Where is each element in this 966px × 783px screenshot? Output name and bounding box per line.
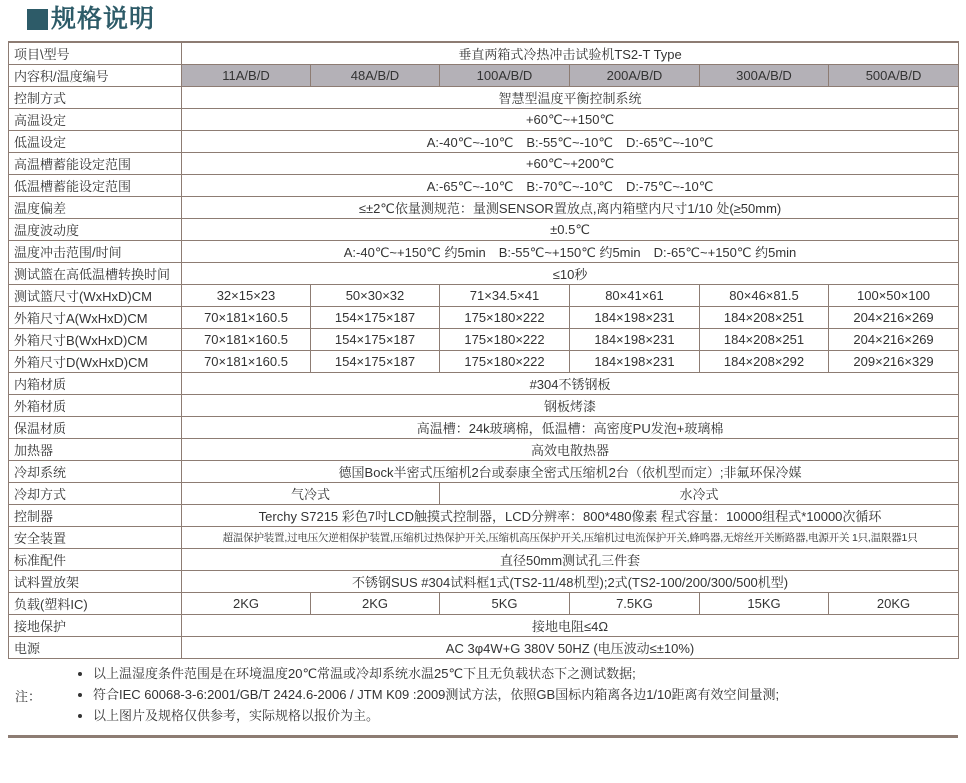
row-power-supply: [9, 637, 959, 659]
row-value: 智慧型温度平衡控制系统: [182, 87, 959, 109]
row-shock-range-time: [9, 241, 959, 263]
row-cell: 175×180×222: [440, 307, 570, 329]
row-cell: 175×180×222: [440, 351, 570, 373]
note-item: • 符合IEC 60068-3-6:2001/GB/T 2424.6-2006 / JTM K09 :2009测试方法，依照GB国标内箱离各边1/10距离有效空间量测;: [93, 685, 779, 706]
row-basket-size: [9, 285, 959, 307]
row-label: 温度波动度: [9, 219, 182, 241]
row-label: 高温槽蓄能设定范围: [9, 153, 182, 175]
row-value: ±0.5℃: [182, 219, 959, 241]
row-outer-size-d: [9, 351, 959, 373]
notes-section: [8, 659, 958, 738]
row-label: 控制器: [9, 505, 182, 527]
row-value: +60℃~+200℃: [182, 153, 959, 175]
row-label: 接地保护: [9, 615, 182, 637]
row-value: 钢板烤漆: [182, 395, 959, 417]
row-cell: 204×216×269: [829, 307, 959, 329]
row-value: 直径50mm测试孔三件套: [182, 549, 959, 571]
row-outer-size-a: [9, 307, 959, 329]
row-cell: 5KG: [440, 593, 570, 615]
row-high-temp-setting: [9, 109, 959, 131]
row-value: #304不锈钢板: [182, 373, 959, 395]
row-cell: 184×208×251: [700, 329, 829, 351]
section-header: [27, 7, 966, 32]
row-cell: 32×15×23: [182, 285, 311, 307]
row-cell: 209×216×329: [829, 351, 959, 373]
row-value: 高效电散热器: [182, 439, 959, 461]
spec-table: [8, 41, 959, 659]
row-cell: 200A/B/D: [570, 65, 700, 87]
row-cell: 154×175×187: [311, 329, 440, 351]
row-cell: 184×198×231: [570, 351, 700, 373]
row-value: A:-40℃~+150℃ 约5min B:-55℃~+150℃ 约5min D:-65℃~+150℃ 约5min: [182, 241, 959, 263]
row-basket-transfer-time: [9, 263, 959, 285]
row-cell: 184×198×231: [570, 329, 700, 351]
row-label: 测试篮尺寸(WxHxD)CM: [9, 285, 182, 307]
row-cell: 2KG: [182, 593, 311, 615]
row-label: 外箱材质: [9, 395, 182, 417]
row-label: 电源: [9, 637, 182, 659]
row-cell: 气冷式: [182, 483, 440, 505]
row-value: AC 3φ4W+G 380V 50HZ (电压波动≤±10%): [182, 637, 959, 659]
row-outer-material: [9, 395, 959, 417]
row-cell: 204×216×269: [829, 329, 959, 351]
row-label: 外箱尺寸A(WxHxD)CM: [9, 307, 182, 329]
row-label: 标准配件: [9, 549, 182, 571]
row-label: 试料置放架: [9, 571, 182, 593]
row-cell: 100A/B/D: [440, 65, 570, 87]
row-cell: 80×46×81.5: [700, 285, 829, 307]
row-high-tank-storage-range: [9, 153, 959, 175]
row-temp-fluctuation: [9, 219, 959, 241]
row-label: 保温材质: [9, 417, 182, 439]
row-low-tank-storage-range: [9, 175, 959, 197]
notes-list: [77, 664, 779, 726]
row-label: 项目\型号: [9, 42, 182, 65]
note-item: • 以上图片及规格仅供参考，实际规格以报价为主。: [93, 706, 779, 727]
row-control-mode: [9, 87, 959, 109]
row-value: 高温槽：24k玻璃棉，低温槽：高密度PU发泡+玻璃棉: [182, 417, 959, 439]
row-controller: [9, 505, 959, 527]
row-cell: 184×208×292: [700, 351, 829, 373]
row-value: A:-40℃~-10℃ B:-55℃~-10℃ D:-65℃~-10℃: [182, 131, 959, 153]
row-cell: 154×175×187: [311, 307, 440, 329]
row-inner-material: [9, 373, 959, 395]
row-specimen-rack: [9, 571, 959, 593]
row-cell: 70×181×160.5: [182, 351, 311, 373]
row-value: 接地电阻≤4Ω: [182, 615, 959, 637]
row-volume-codes: [9, 65, 959, 87]
row-cell: 11A/B/D: [182, 65, 311, 87]
row-cell: 50×30×32: [311, 285, 440, 307]
row-label: 外箱尺寸D(WxHxD)CM: [9, 351, 182, 373]
row-label: 负载(塑料IC): [9, 593, 182, 615]
row-grounding: [9, 615, 959, 637]
note-item: • 以上温湿度条件范围是在环境温度20℃常温或冷却系统水温25℃下且无负载状态下之测试数据;: [93, 664, 779, 685]
row-cell: 20KG: [829, 593, 959, 615]
row-label: 冷却方式: [9, 483, 182, 505]
row-value: 超温保护装置,过电压欠逆相保护装置,压缩机过热保护开关,压缩机高压保护开关,压缩机过电流保护开关,蜂鸣器,无熔丝开关断路器,电源开关 1只,温限器1只: [182, 527, 959, 549]
row-cell: 184×208×251: [700, 307, 829, 329]
row-value: ≤10秒: [182, 263, 959, 285]
row-value: 垂直两箱式冷热冲击试验机TS2-T Type: [182, 42, 959, 65]
row-label: 内箱材质: [9, 373, 182, 395]
row-cell: 80×41×61: [570, 285, 700, 307]
row-cooling-system: [9, 461, 959, 483]
page-title: 规格说明: [51, 5, 156, 33]
title-square-icon: [27, 9, 48, 30]
row-value: +60℃~+150℃: [182, 109, 959, 131]
row-cell: 水冷式: [440, 483, 959, 505]
row-cell: 175×180×222: [440, 329, 570, 351]
row-temp-deviation: [9, 197, 959, 219]
row-cell: 500A/B/D: [829, 65, 959, 87]
row-label: 控制方式: [9, 87, 182, 109]
row-low-temp-setting: [9, 131, 959, 153]
row-label: 测试篮在高低温槽转换时间: [9, 263, 182, 285]
row-cell: 48A/B/D: [311, 65, 440, 87]
row-cell: 184×198×231: [570, 307, 700, 329]
row-cell: 70×181×160.5: [182, 307, 311, 329]
row-cell: 7.5KG: [570, 593, 700, 615]
row-value: ≤±2℃依量测规范：量测SENSOR置放点,离内箱壁内尺寸1/10 处(≥50mm): [182, 197, 959, 219]
row-value: Terchy S7215 彩色7吋LCD触摸式控制器，LCD分辨率：800*480像素 程式容量：10000组程式*10000次循环: [182, 505, 959, 527]
row-cell: 15KG: [700, 593, 829, 615]
row-label: 安全装置: [9, 527, 182, 549]
row-cell: 154×175×187: [311, 351, 440, 373]
row-cell: 300A/B/D: [700, 65, 829, 87]
row-label: 低温槽蓄能设定范围: [9, 175, 182, 197]
row-model: [9, 42, 959, 65]
row-label: 加热器: [9, 439, 182, 461]
row-insulation-material: [9, 417, 959, 439]
row-outer-size-b: [9, 329, 959, 351]
row-load: [9, 593, 959, 615]
row-label: 冷却系统: [9, 461, 182, 483]
row-label: 内容积/温度编号: [9, 65, 182, 87]
row-label: 温度冲击范围/时间: [9, 241, 182, 263]
row-label: 低温设定: [9, 131, 182, 153]
row-heater: [9, 439, 959, 461]
row-cell: 100×50×100: [829, 285, 959, 307]
row-value: 不锈钢SUS #304试料框1式(TS2-11/48机型);2式(TS2-100/200/300/500机型): [182, 571, 959, 593]
row-safety-devices: [9, 527, 959, 549]
row-label: 温度偏差: [9, 197, 182, 219]
row-label: 高温设定: [9, 109, 182, 131]
row-cell: 2KG: [311, 593, 440, 615]
row-label: 外箱尺寸B(WxHxD)CM: [9, 329, 182, 351]
row-value: A:-65℃~-10℃ B:-70℃~-10℃ D:-75℃~-10℃: [182, 175, 959, 197]
row-cooling-method: [9, 483, 959, 505]
row-standard-accessories: [9, 549, 959, 571]
row-cell: 71×34.5×41: [440, 285, 570, 307]
row-value: 德国Bock半密式压缩机2台或泰康全密式压缩机2台（依机型而定）;非氟环保冷媒: [182, 461, 959, 483]
row-cell: 70×181×160.5: [182, 329, 311, 351]
notes-label: 注：: [15, 688, 42, 704]
